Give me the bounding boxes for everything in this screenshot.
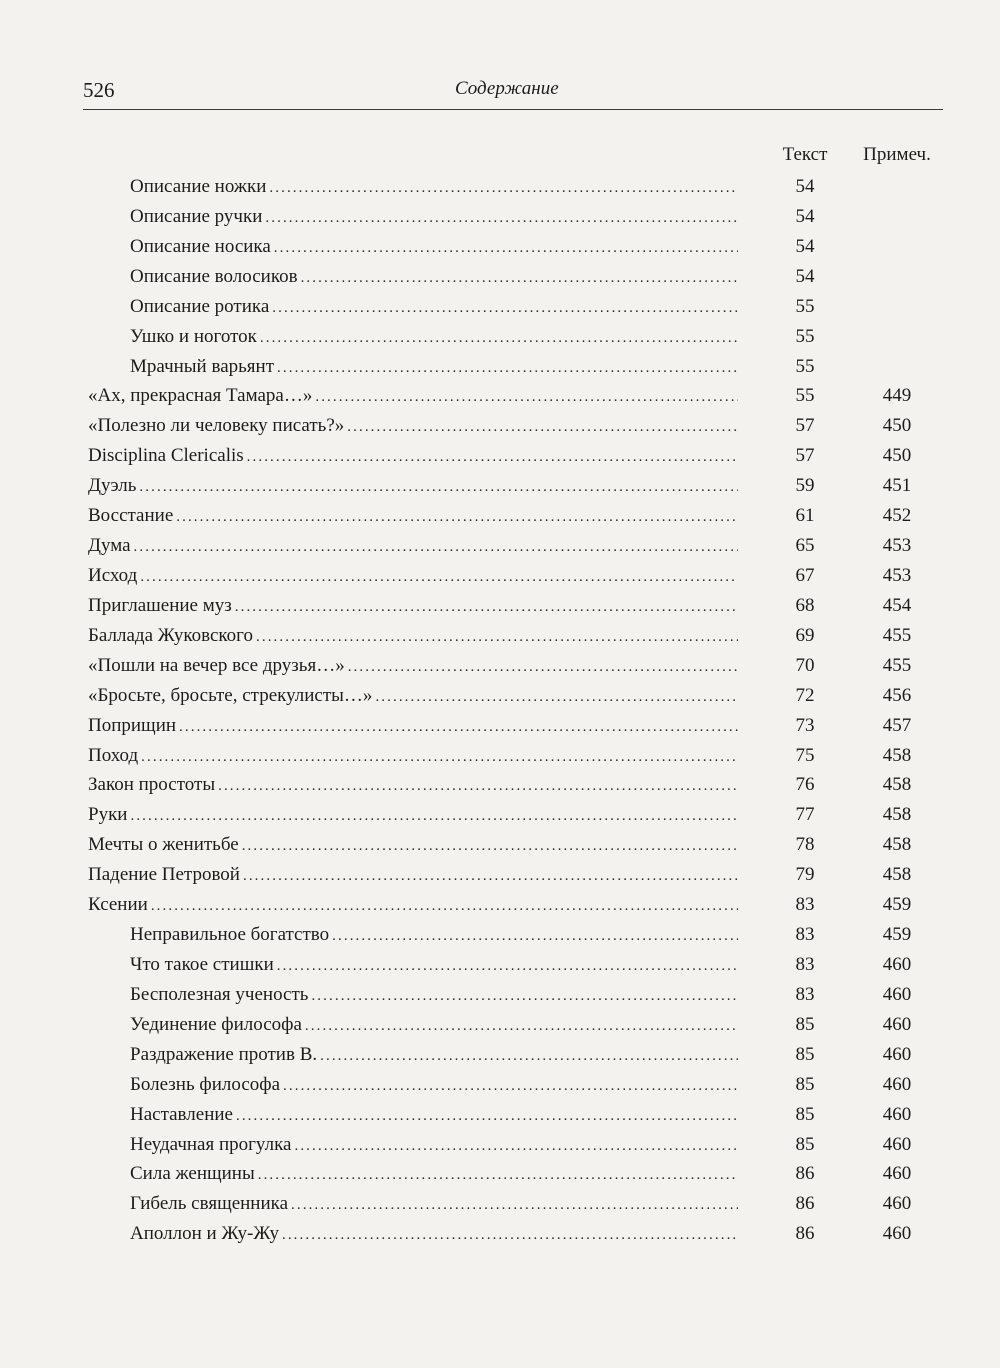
toc-text-page: 83 [795, 983, 815, 1005]
toc-text-page: 54 [795, 265, 815, 287]
toc-entry [0, 441, 1000, 471]
toc-entry-title: Описание волосиков [130, 265, 298, 287]
toc-text-page: 72 [795, 684, 815, 706]
dot-leader [179, 713, 738, 741]
toc-text-page: 76 [795, 774, 815, 796]
toc-entry-line [88, 860, 738, 890]
toc-entry [0, 381, 1000, 411]
column-header-text: Текст [782, 144, 828, 165]
toc-entry-line [130, 202, 738, 232]
dot-leader [218, 772, 738, 800]
toc-entry-title: Наставление [130, 1103, 233, 1125]
toc-text-page: 85 [795, 1043, 815, 1065]
toc-text-page: 79 [795, 864, 815, 886]
dot-leader [134, 533, 738, 561]
toc-entry-title: Описание ручки [130, 205, 263, 227]
dot-leader [256, 623, 738, 651]
toc-entry-line [88, 741, 738, 771]
toc-text-page: 57 [795, 445, 815, 467]
toc-entry-line [130, 1219, 738, 1249]
dot-leader [176, 503, 738, 531]
toc-subentry [0, 262, 1000, 292]
toc-entry-title: Руки [88, 804, 128, 826]
toc-entry-title: Закон простоты [88, 774, 216, 796]
toc-entry-line [88, 441, 738, 471]
toc-note-page: 460 [882, 953, 912, 975]
toc-text-page: 86 [795, 1163, 815, 1185]
toc-entry-title: Раздражение против В. [130, 1043, 318, 1065]
toc-text-page: 83 [795, 924, 815, 946]
toc-entry-line [88, 531, 738, 561]
toc-entry-title: Неудачная прогулка [130, 1133, 292, 1155]
toc-note-page: 460 [882, 1103, 912, 1125]
toc-text-page: 70 [795, 654, 815, 676]
dot-leader [272, 294, 738, 322]
toc-note-page: 450 [882, 445, 912, 467]
toc-text-page: 54 [795, 235, 815, 257]
dot-leader [236, 1102, 738, 1130]
toc-text-page: 73 [795, 714, 815, 736]
toc-text-page: 55 [795, 325, 815, 347]
toc-entry-line [88, 621, 738, 651]
toc-note-page: 449 [882, 385, 912, 407]
toc-entry-line [88, 501, 738, 531]
dot-leader [348, 653, 738, 681]
dot-leader [151, 892, 738, 920]
column-headers [0, 144, 1000, 168]
page-number: 526 [83, 78, 115, 102]
dot-leader [277, 952, 738, 980]
toc-note-page: 455 [882, 624, 912, 646]
toc-entry-line [130, 352, 738, 382]
toc-note-page: 459 [882, 924, 912, 946]
toc-entry-title: Приглашение муз [88, 594, 232, 616]
toc-entry-title: Disciplina Clericalis [88, 445, 244, 467]
toc-entry-title: «Полезно ли человеку писать?» [88, 415, 345, 437]
toc-entry-line [88, 890, 738, 920]
toc-entry-line [130, 1100, 738, 1130]
toc-entry-line [88, 381, 738, 411]
toc-entry [0, 651, 1000, 681]
toc-entry-title: Гибель священника [130, 1193, 289, 1215]
toc-entry-line [88, 471, 738, 501]
toc-entry-title: Болезнь философа [130, 1073, 281, 1095]
dot-leader [243, 862, 738, 890]
dot-leader [347, 413, 738, 441]
toc-note-page: 453 [882, 564, 912, 586]
toc-text-page: 59 [795, 475, 815, 497]
toc-entry-line [88, 591, 738, 621]
toc-note-page: 460 [882, 1163, 912, 1185]
toc-entry-line [88, 651, 738, 681]
toc-entry-title: Поприщин [88, 714, 177, 736]
dot-leader [283, 1072, 738, 1100]
toc-subentry [0, 352, 1000, 382]
dot-leader [235, 593, 738, 621]
toc-subentry [0, 232, 1000, 262]
toc-text-page: 69 [795, 624, 815, 646]
toc-entry [0, 830, 1000, 860]
toc-text-page: 85 [795, 1133, 815, 1155]
toc-text-page: 55 [795, 295, 815, 317]
table-of-contents [0, 172, 1000, 1249]
toc-text-page: 75 [795, 744, 815, 766]
dot-leader [277, 354, 738, 382]
toc-subentry [0, 1189, 1000, 1219]
toc-note-page: 460 [882, 1043, 912, 1065]
toc-subentry [0, 1100, 1000, 1130]
toc-text-page: 68 [795, 594, 815, 616]
dot-leader [305, 1012, 738, 1040]
toc-note-page: 452 [882, 505, 912, 527]
toc-entry-line [130, 1189, 738, 1219]
toc-entry-title: Бесполезная ученость [130, 983, 309, 1005]
toc-entry-line [130, 920, 738, 950]
toc-entry-line [130, 950, 738, 980]
toc-note-page: 456 [882, 684, 912, 706]
toc-subentry [0, 172, 1000, 202]
toc-entry [0, 531, 1000, 561]
toc-entry-title: Мечты о женитьбе [88, 834, 239, 856]
toc-entry [0, 501, 1000, 531]
toc-note-page: 454 [882, 594, 912, 616]
dot-leader [265, 204, 738, 232]
toc-entry [0, 890, 1000, 920]
toc-entry-line [88, 411, 738, 441]
dot-leader [375, 683, 738, 711]
toc-entry-title: Падение Петровой [88, 864, 240, 886]
dot-leader [320, 1042, 738, 1070]
toc-entry-title: «Пошли на вечер все друзья…» [88, 654, 345, 676]
toc-text-page: 55 [795, 385, 815, 407]
toc-entry-line [130, 980, 738, 1010]
toc-entry-title: Мрачный варьянт [130, 355, 275, 377]
toc-entry-title: Описание ротика [130, 295, 270, 317]
toc-text-page: 55 [795, 355, 815, 377]
toc-entry-title: «Бросьте, бросьте, стрекулисты…» [88, 684, 373, 706]
toc-note-page: 460 [882, 1133, 912, 1155]
toc-entry-title: Дума [88, 535, 131, 557]
toc-subentry [0, 1130, 1000, 1160]
toc-text-page: 61 [795, 505, 815, 527]
toc-text-page: 85 [795, 1013, 815, 1035]
dot-leader [301, 264, 738, 292]
toc-entry [0, 411, 1000, 441]
toc-subentry [0, 1070, 1000, 1100]
dot-leader [260, 324, 738, 352]
toc-subentry [0, 202, 1000, 232]
toc-entry [0, 471, 1000, 501]
dot-leader [242, 832, 738, 860]
toc-note-page: 458 [882, 834, 912, 856]
dot-leader [274, 234, 738, 262]
toc-entry [0, 860, 1000, 890]
toc-text-page: 77 [795, 804, 815, 826]
toc-entry-title: Восстание [88, 505, 174, 527]
toc-note-page: 458 [882, 774, 912, 796]
dot-leader [247, 443, 738, 471]
toc-entry-title: Сила женщины [130, 1163, 255, 1185]
dot-leader [332, 922, 738, 950]
toc-note-page: 459 [882, 894, 912, 916]
toc-entry [0, 591, 1000, 621]
toc-entry-line [88, 830, 738, 860]
toc-entry-line [130, 172, 738, 202]
dot-leader [291, 1191, 738, 1219]
toc-entry-title: Поход [88, 744, 139, 766]
dot-leader [282, 1221, 738, 1249]
toc-entry-title: Ушко и ноготок [130, 325, 257, 347]
toc-entry [0, 741, 1000, 771]
dot-leader [294, 1132, 738, 1160]
toc-text-page: 85 [795, 1103, 815, 1125]
toc-text-page: 78 [795, 834, 815, 856]
toc-note-page: 460 [882, 1223, 912, 1245]
toc-note-page: 450 [882, 415, 912, 437]
toc-entry-title: Неправильное богатство [130, 924, 330, 946]
dot-leader [269, 174, 738, 202]
toc-subentry [0, 950, 1000, 980]
toc-entry [0, 800, 1000, 830]
toc-text-page: 86 [795, 1193, 815, 1215]
toc-subentry [0, 920, 1000, 950]
toc-note-page: 458 [882, 864, 912, 886]
toc-text-page: 65 [795, 535, 815, 557]
toc-entry [0, 711, 1000, 741]
toc-note-page: 460 [882, 983, 912, 1005]
toc-text-page: 83 [795, 894, 815, 916]
toc-note-page: 457 [882, 714, 912, 736]
toc-note-page: 451 [882, 475, 912, 497]
toc-entry [0, 681, 1000, 711]
toc-entry-line [88, 561, 738, 591]
toc-entry-line [88, 770, 738, 800]
toc-text-page: 67 [795, 564, 815, 586]
toc-entry-line [88, 800, 738, 830]
toc-entry-title: Описание носика [130, 235, 271, 257]
toc-text-page: 54 [795, 176, 815, 197]
toc-text-page: 85 [795, 1073, 815, 1095]
toc-subentry [0, 1010, 1000, 1040]
toc-text-page: 54 [795, 205, 815, 227]
toc-entry-title: Аполлон и Жу-Жу [130, 1223, 279, 1245]
toc-note-page: 460 [882, 1073, 912, 1095]
toc-note-page: 455 [882, 654, 912, 676]
toc-text-page: 86 [795, 1223, 815, 1245]
toc-entry-line [130, 1070, 738, 1100]
column-header-notes: Примеч. [863, 144, 931, 165]
toc-note-page: 460 [882, 1193, 912, 1215]
toc-subentry [0, 980, 1000, 1010]
toc-subentry [0, 1040, 1000, 1070]
toc-entry-line [130, 1159, 738, 1189]
toc-entry [0, 770, 1000, 800]
dot-leader [140, 563, 738, 591]
toc-entry-line [130, 292, 738, 322]
toc-entry-line [130, 1010, 738, 1040]
toc-subentry [0, 322, 1000, 352]
toc-entry-line [130, 1040, 738, 1070]
dot-leader [315, 383, 738, 411]
toc-entry-title: «Ах, прекрасная Тамара…» [88, 385, 313, 407]
header-rule [83, 109, 943, 110]
toc-entry-line [88, 711, 738, 741]
toc-text-page: 57 [795, 415, 815, 437]
toc-note-page: 460 [882, 1013, 912, 1035]
toc-subentry [0, 1219, 1000, 1249]
toc-entry-line [130, 322, 738, 352]
toc-entry-line [130, 262, 738, 292]
toc-note-page: 453 [882, 535, 912, 557]
dot-leader [258, 1161, 738, 1189]
toc-subentry [0, 1159, 1000, 1189]
toc-text-page: 83 [795, 953, 815, 975]
toc-entry-line [130, 1130, 738, 1160]
toc-entry [0, 621, 1000, 651]
toc-note-page: 458 [882, 744, 912, 766]
toc-entry [0, 561, 1000, 591]
dot-leader [130, 802, 738, 830]
toc-note-page: 458 [882, 804, 912, 826]
toc-subentry [0, 292, 1000, 322]
page-header [83, 78, 943, 106]
toc-entry-line [130, 232, 738, 262]
toc-entry-title: Уединение философа [130, 1013, 302, 1035]
toc-entry-title: Ксении [88, 894, 148, 916]
dot-leader [311, 982, 738, 1010]
dot-leader [139, 473, 738, 501]
toc-entry-title: Исход [88, 564, 138, 586]
toc-entry-title: Дуэль [88, 475, 137, 497]
running-title: Содержание [455, 78, 559, 99]
toc-entry-line [88, 681, 738, 711]
toc-entry-title: Описание ножки [130, 176, 267, 197]
toc-entry-title: Баллада Жуковского [88, 624, 253, 646]
dot-leader [141, 743, 738, 771]
toc-entry-title: Что такое стишки [130, 953, 274, 975]
